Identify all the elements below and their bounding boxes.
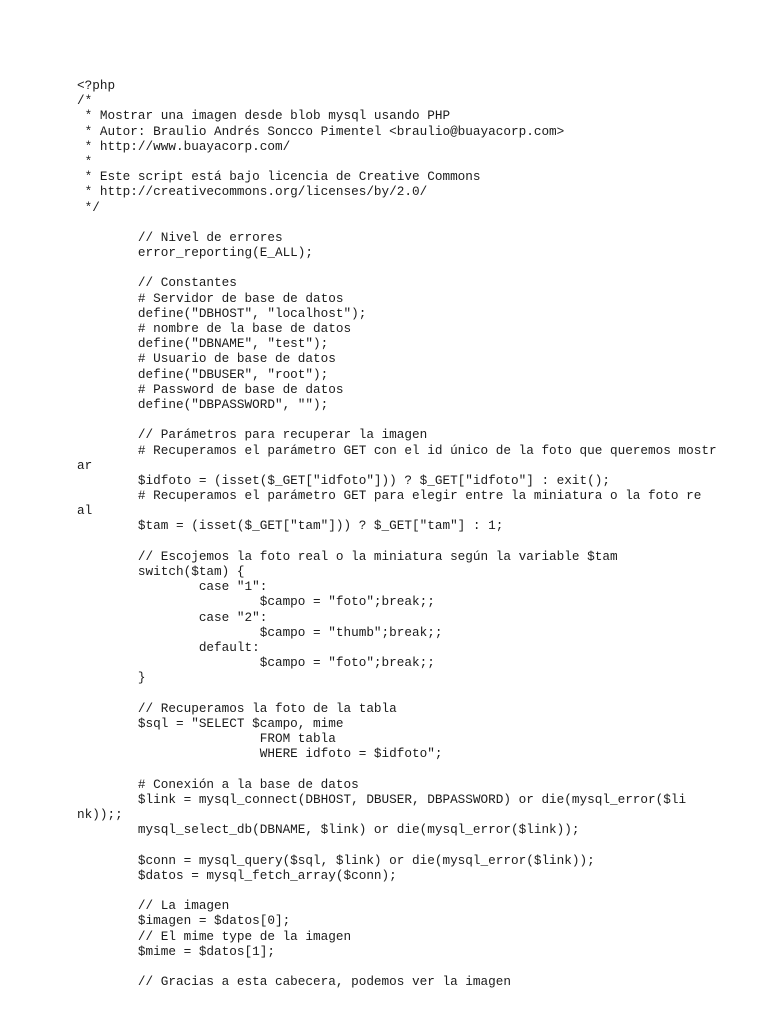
code-line bbox=[77, 534, 757, 549]
code-line: $campo = "foto";break;; bbox=[77, 655, 435, 671]
code-line: * http://www.buayacorp.com/ bbox=[77, 138, 291, 154]
code-line: $campo = "foto";break;; bbox=[77, 594, 435, 610]
code-line: # nombre de la base de datos bbox=[77, 321, 352, 336]
code-line: $datos = mysql_fetch_array($conn); bbox=[77, 867, 397, 883]
code-line: al bbox=[77, 503, 93, 519]
code-line: $idfoto = (isset($_GET["idfoto"])) ? $_GET["idfoto"] : exit(); bbox=[77, 472, 610, 488]
code-line: // La imagen bbox=[77, 898, 230, 914]
code-line: // Nivel de errores bbox=[77, 229, 283, 245]
code-line: # Recuperamos el parámetro GET con el id único de la foto que queremos mostr bbox=[77, 442, 717, 458]
code-line bbox=[77, 412, 757, 427]
code-line bbox=[77, 837, 757, 852]
code-line bbox=[77, 686, 757, 701]
code-line bbox=[77, 883, 757, 898]
code-line: case "1": bbox=[77, 579, 268, 595]
code-line: // Gracias a esta cabecera, podemos ver la imagen bbox=[77, 974, 511, 990]
code-line: $sql = "SELECT $campo, mime bbox=[77, 715, 344, 731]
code-line: */ bbox=[77, 199, 100, 215]
code-line: # Recuperamos el parámetro GET para elegir entre la miniatura o la foto re bbox=[77, 488, 702, 504]
code-line: # Usuario de base de datos bbox=[77, 351, 336, 367]
code-line: * Mostrar una imagen desde blob mysql usando PHP bbox=[77, 108, 451, 124]
code-line: // Parámetros para recuperar la imagen bbox=[77, 427, 428, 443]
code-line: /* bbox=[77, 93, 93, 109]
code-line: // Constantes bbox=[77, 275, 237, 291]
code-line: # Servidor de base de datos bbox=[77, 290, 344, 306]
code-line: # Password de base de datos bbox=[77, 381, 344, 397]
code-line: $conn = mysql_query($sql, $link) or die(mysql_error($link)); bbox=[77, 852, 595, 868]
code-line: switch($tam) { bbox=[77, 564, 245, 579]
code-line: WHERE idfoto = $idfoto"; bbox=[77, 746, 443, 762]
code-line: FROM tabla bbox=[77, 731, 336, 747]
code-line: * http://creativecommons.org/licenses/by/2.0/ bbox=[77, 184, 428, 200]
code-line: define("DBNAME", "test"); bbox=[77, 336, 329, 352]
code-line: $link = mysql_connect(DBHOST, DBUSER, DBPASSWORD) or die(mysql_error($li bbox=[77, 791, 687, 807]
code-line bbox=[77, 260, 757, 275]
code-line: $imagen = $datos[0]; bbox=[77, 913, 291, 929]
code-line: error_reporting(E_ALL); bbox=[77, 245, 314, 261]
code-line: $tam = (isset($_GET["tam"])) ? $_GET["tam"] : 1; bbox=[77, 518, 504, 534]
code-line: * bbox=[77, 153, 93, 169]
code-line: $campo = "thumb";break;; bbox=[77, 624, 443, 640]
code-line: // Recuperamos la foto de la tabla bbox=[77, 700, 397, 716]
code-line: ar bbox=[77, 457, 93, 473]
code-line: case "2": bbox=[77, 609, 268, 625]
code-line bbox=[77, 215, 757, 230]
code-line: <?php bbox=[77, 78, 116, 93]
code-line: mysql_select_db(DBNAME, $link) or die(mysql_error($link)); bbox=[77, 822, 580, 838]
code-line: default: bbox=[77, 639, 260, 655]
code-line: * Autor: Braulio Andrés Soncco Pimentel <braulio@buayacorp.com> bbox=[77, 123, 565, 139]
code-line: $mime = $datos[1]; bbox=[77, 943, 275, 959]
code-line: // El mime type de la imagen bbox=[77, 928, 352, 944]
code-line: define("DBHOST", "localhost"); bbox=[77, 305, 367, 321]
code-line: * Este script está bajo licencia de Creative Commons bbox=[77, 169, 481, 185]
code-line: define("DBUSER", "root"); bbox=[77, 366, 329, 382]
code-line bbox=[77, 959, 757, 974]
code-listing bbox=[77, 78, 757, 989]
code-line bbox=[77, 761, 757, 776]
code-line: define("DBPASSWORD", ""); bbox=[77, 396, 329, 412]
code-line: // Escojemos la foto real o la miniatura según la variable $tam bbox=[77, 548, 618, 564]
code-line: # Conexión a la base de datos bbox=[77, 776, 359, 792]
code-line: } bbox=[77, 670, 146, 686]
code-line: nk));; bbox=[77, 807, 123, 822]
